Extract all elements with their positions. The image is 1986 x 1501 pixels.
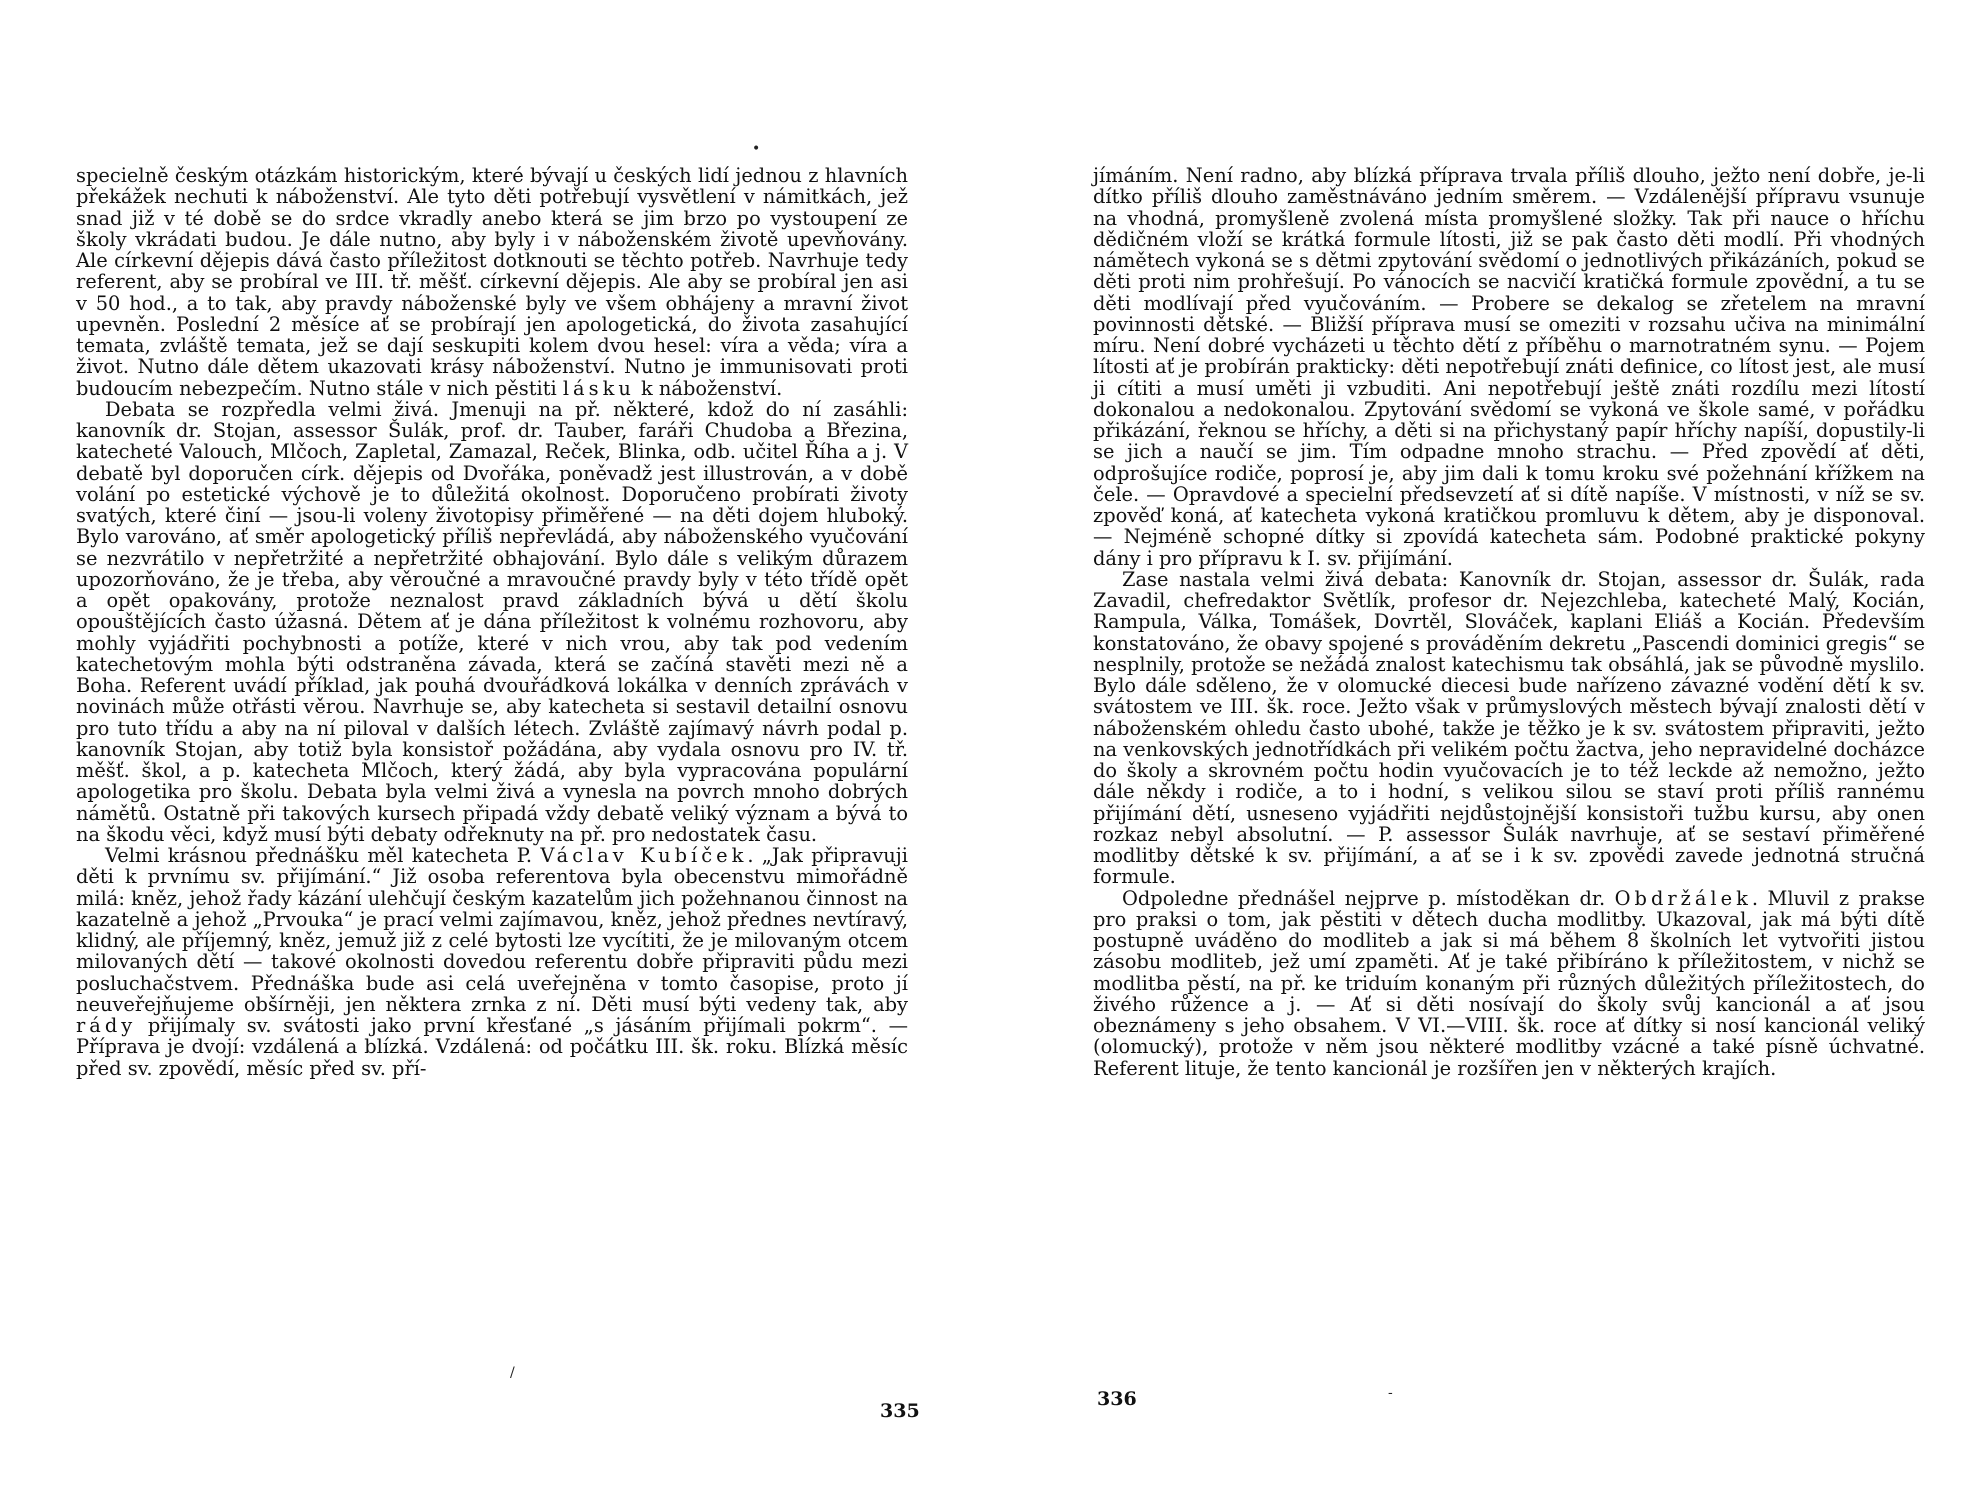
printer-mark: •: [752, 141, 761, 157]
emphasized-name: Obdržálek: [1614, 886, 1752, 910]
text-run: specielně českým otázkám historickým, které bývají u českých lidí jednou z hlavních překážek nechuti k náboženství. Ale tyto děti potřebují vysvětlení v námitkách, jež snad již v té době se do srdce vkradly anebo která se jim brzo po vystoupení ze školy vkrádati budou. Je dále nutno, aby byly i v náboženském životě upevňovány. Ale církevní dějepis dává často příležitost dotknouti se těchto potřeb. Navrhuje tedy referent, aby se probíral ve III. tř. měšť. církevní dějepis. Ale aby se probíral jen asi v 50 hod., a to tak, aby pravdy náboženské byly ve všem obhájeny a mravní život upevněn. Poslední 2 měsíce ať se probírají jen apologetická, do života zasahující temata, zvláště temata, jež se dají seskupiti kolem dvou hesel: víra a věda; víra a život. Nutno dále dětem ukazovati krásy náboženství. Nutno je immunisovati proti budoucím nebezpečím. Nutno stále v nich pěstiti: [76, 164, 908, 400]
right-page-text: [1093, 165, 1925, 1079]
paragraph: [76, 845, 908, 1079]
emphasized-name: lásku: [562, 376, 635, 400]
paragraph: [76, 165, 908, 399]
text-run: jímáním. Není radno, aby blízká příprava trvala příliš dlouho, ježto není dobře, je-li dítko příliš dlouho zaměstnáváno jedním směrem. — Vzdálenější přípravu vsunuje na vhodná, promyšleně zvolená místa promyšlené složky. Tak při nauce o hříchu dědičném vloží se krátká formule lítosti, již se pak často děti modlí. Při vhodných námětech vykoná se s dětmi zpytování svědomí o jednotlivých přikázáních, pokud se děti proti nim prohřešují. Po vánocích se nacvičí kratičká formule zpovědní, a tu se děti modlívají před vyučováním. — Probere se dekalog se zřetelem na mravní povinnosti dětské. — Bližší příprava musí se omeziti v rozsahu učiva na minimální míru. Není dobré vycházeti u těchto dětí z příběhu o marnotratném synu. — Pojem lítosti ať je probírán prakticky: děti nepotřebují znáti definice, co lítost jest, ale musí ji cítiti a musí uměti ji vzbuditi. Ani nepotřebují ještě znáti rozdílu mezi lítostí dokonalou a nedokonalou. Zpytování svědomí se vykoná ve škole samé, v pořádku přikázání, řeknou se hříchy, a děti si na přichystaný papír hříchy napíší, dopustily-li se jich a naučí se jim. Tím odpadne mnoho strachu. — Před zpovědí ať děti, odprošujíce rodiče, poprosí je, aby jim dali k tomu kroku své požehnání křížkem na čele. — Opravdové a specielní předsevzetí ať si dítě napíše. V místnosti, v níž se sv. zpověď koná, ať katecheta vykoná kratičkou promluvu k dětem, aby je disponoval. — Nejméně schopné dítky si zpovídá katecheta sám. Podobné praktické pokyny dány i pro přípravu k I. sv. přijímání.: [1093, 164, 1925, 570]
paragraph: [76, 399, 908, 845]
printer-mark: /: [510, 1365, 515, 1381]
text-run: . „Jak připravuji děti k prvnímu sv. přijímání.“ Již osoba referentova byla obecenstvu mimořádně milá: kněz, jehož řady kázání ulehčují českým kazatelům jich požehnanou činnost na kazatelně a jehož „Prvouka“ je prací velmi zajímavou, kněz, jehož přednes nevtíravý, klidný, ale příjemný, kněz, jemuž již z celé bytosti lze vycítiti, že je milovaným otcem milovaných dětí — takové okolnosti dovedou referentu dobře připraviti půdu mezi posluchačstvem. Přednáška bude asi celá uveřejněna v tomto časopise, proto jí neuveřejňujeme obšírněji, jen některa zrnka z ní. Děti musí býti vedeny tak, aby: [76, 844, 909, 1016]
text-run: Debata se rozpředla velmi živá. Jmenuji na př. některé, kdož do ní zasáhli: kanovník dr. Stojan, assessor Šulák, prof. dr. Tauber, faráři Chudoba a Březina, katecheté Valouch, Mlčoch, Zapletal, Zamazal, Reček, Blinka, odb. učitel Říha a j. V debatě byl doporučen círk. dějepis od Dvořáka, poněvadž jest illustrován, a v době volání po estetické výchově je to důležitá okolnost. Doporučeno probírati životy svatých, které činí — jsou-li voleny životopisy přiměřené — na děti dojem hluboký. Bylo varováno, ať směr apologetický příliš nepřevládá, aby náboženského vyučování se nezvrátilo v nepřetržité a nepřetržité obhajování. Bylo dále s velikým důrazem upozorňováno, že je třeba, aby věroučné a mravoučné pravdy byly v této třídě opět a opět opakovány, protože neznalost pravd základních bývá u dětí školu opouštějících často úžasná. Dětem ať je dána příležitost k volnému rozhovoru, aby mohly vyjádřiti pochybnosti a potíže, které v nich vrou, aby tak pod vedením katechetovým mohla býti odstraněna závada, která se začíná stavěti mezi ně a Boha. Referent uvádí příklad, jak pouhá dvouřádková lokálka v denních zprávách v novinách může otřásti věrou. Navrhuje se, aby katecheta si sestavil detailní osnovu pro tuto třídu a aby na ní piloval v dalších létech. Zvláště zajímavý návrh podal p. kanovník Stojan, aby totiž byla konsistoř požádána, aby vydala osnovu pro IV. tř. měšť. škol, a p. katecheta Mlčoch, který žádá, aby byla vypracována populární apologetika pro školu. Debata byla velmi živá a vynesla na povrch mnoho dobrých námětů. Ostatně při takových kursech připadá vždy debatě veliký význam a bývá to na škodu věci, když musí býti debaty odřeknuty na př. pro nedostatek času.: [76, 397, 908, 846]
paragraph: [1093, 165, 1925, 569]
paragraph: [1093, 569, 1925, 888]
emphasized-name: rády: [76, 1014, 137, 1037]
page-number: 335: [880, 1400, 920, 1422]
text-run: k náboženství.: [634, 376, 783, 400]
text-run: přijímaly sv. svátosti jako první křesťané „s jásáním přijímali pokrm“. — Příprava je dvojí: vzdálená a blízká. Vzdálená: od počátku III. šk. roku. Blízká měsíc před sv. zpovědí, měsíc před sv. pří-: [76, 1014, 908, 1080]
text-run: Zase nastala velmi živá debata: Kanovník dr. Stojan, assessor dr. Šulák, rada Zavadil, chefredaktor Světlík, profesor dr. Nejezchleba, katecheté Malý, Kocián, Rampula, Válka, Tomášek, Dovrtěl, Slováček, kaplani Eliáš a Kocián. Především konstatováno, že obavy spojené s prováděním dekretu „Pascendi dominici gregis“ se nesplnily, protože se nežádá znalost katechismu tak obsáhlá, jak se původně myslilo. Bylo dále sděleno, že v olomucké diecesi bude nařízeno závazné vodění dětí k sv. svátostem ve III. šk. roce. Ježto však v průmyslových městech bývají znalosti dětí v náboženském ohledu často ubohé, takže je těžko je k sv. svátostem připraviti, ježto na venkovských jednotřídkách při velikém počtu žactva, jeho nepravidelné docházce do školy a skrovném počtu hodin vyučovacích je to též leckde až nemožno, ježto dále někdy i rodiče, a to i hodní, s velikou silou se staví proti příliš rannému přijímání dětí, usneseno vyjádřiti nejdůstojnější konsistoři tužbu kursu, aby onen rozkaz nebyl absolutní. — P. assessor Šulák navrhuje, ať se sestaví přiměřené modlitby dětské k sv. přijímání, a ať se i k sv. zpovědi zavede jednotná stručná formule.: [1093, 567, 1926, 889]
emphasized-name: Václav Kubíček: [540, 844, 748, 867]
paragraph: [1093, 888, 1925, 1079]
printer-mark: -: [1388, 1385, 1393, 1401]
text-run: Velmi krásnou přednášku měl katecheta P.: [105, 844, 541, 867]
left-page-text: [76, 165, 908, 1079]
right-page: [993, 0, 1986, 1501]
page-number: 336: [1097, 1388, 1137, 1410]
text-run: Odpoledne přednášel nejprve p. místoděkan dr.: [1122, 886, 1615, 910]
text-run: . Mluvil z prakse pro praksi o tom, jak pěstiti v dětech ducha modlitby. Ukazoval, jak má býti dítě postupně uváděno do modliteb a jak si má během 8 školních let vytvořiti jistou zásobu modliteb, jež umí zpaměti. Ať je také přibíráno k příležitostem, v nichž se modlitba pěstí, na př. ke triduím konaným při různých důležitých příležitostech, do živého růžence a j. — Ať si děti nosívají do školy svůj kancionál a ať jsou obeznámeny s jeho obsahem. V VI.—VIII. šk. roce ať dítky si nosí kancionál veliký (olomucký), protože v něm jsou některé modlitby vzácné a také písně úchvatné. Referent lituje, že tento kancionál je rozšířen jen v některých krajích.: [1093, 886, 1925, 1080]
